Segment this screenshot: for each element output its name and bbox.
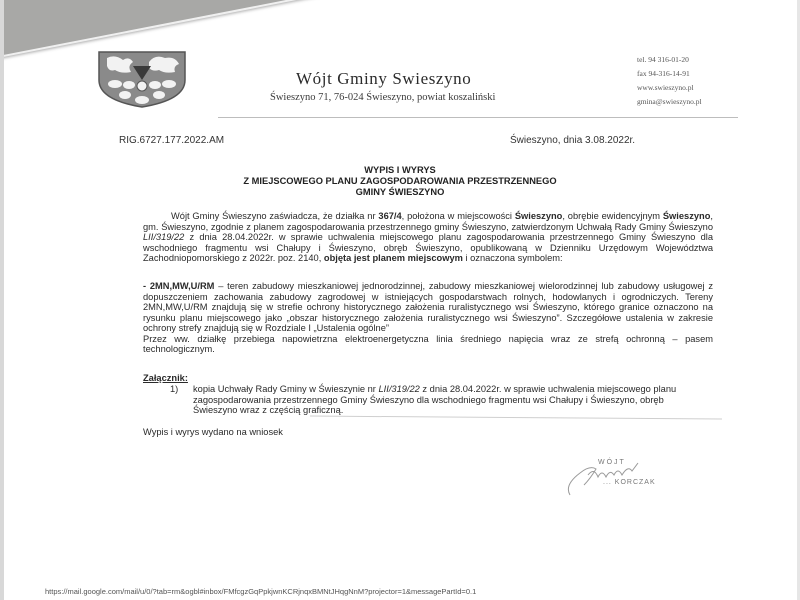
certification-paragraph: Wójt Gminy Świeszyno zaświadcza, że działka nr 367/4, położona w miejscowości Świeszyno, obrębie ewidencyjnym Świeszyno, gm. Świeszyno, zgodnie z planem zagospodarowania przestrzennego gminy Świeszyno, zatwierdzonym Uchwałą Rady Gminy Świeszyno LII/319/22 z dnia 28.04.2022r. w sprawie uchwalenia miejscowego planu zagospodarowania przestrzennego Gminy Świeszyno dla wschodniego fragmentu wsi Chałupy i Świeszyno, obręb Świeszyno, opublikowaną w Dzienniku Urzędowym Województwa Zachodniopomorskiego z 2022r. poz. 2140, objęta jest planem miejscowym i oznaczona symbolem: xyxy=(143,211,713,263)
contact-email: gmina@swieszyno.pl xyxy=(637,97,702,106)
plot-number: 367/4 xyxy=(378,211,402,221)
header-divider xyxy=(218,117,738,118)
plan-coverage-statement: objęta jest planem miejscowym xyxy=(323,253,463,263)
resolution-number: LII/319/22 xyxy=(143,232,185,242)
fold-line xyxy=(310,416,722,420)
title-line-1: WYPIS I WYRYS xyxy=(364,165,436,175)
signature-block xyxy=(560,455,690,500)
signatory-name: ... KORCZAK xyxy=(603,479,656,486)
letterhead-title: Wójt Gminy Swieszyno xyxy=(296,69,472,88)
letterhead-address: Świeszyno 71, 76-024 Świeszyno, powiat koszaliński xyxy=(270,92,496,103)
zoning-description: - 2MN,MW,U/RM – teren zabudowy mieszkaniowej jednorodzinnej, zabudowy mieszkaniowej wielorodzinnej lub zabudowy usługowej z dopuszczeniem zachowania zabudowy zagrodowej w istniejących gospodarstwach rolnych, hodowlanych i ogrodniczych. Tereny 2MN,MW,U/RM znajdują się w strefie ochrony historycznego założenia ruralistycznego wsi Świeszyno, którego granice oznaczono na rysunku planu miejscowego jako „obszar historycznego założenia ruralistycznego wsi Świeszyno”. Szczegółowe ustalenia w zakresie ochrony strefy znajdują się w Rozdziale I „Ustalenia ogólne” Przez ww. działkę przebiega napowietrzna elektroenergetyczna linia średniego napięcia wraz ze strefą ochronną – pasem technologicznym. xyxy=(143,281,713,354)
contact-phone: tel. 94 316-01-20 xyxy=(637,55,689,64)
contact-website: www.swieszyno.pl xyxy=(637,83,694,92)
print-url: https://mail.google.com/mail/u/0/?tab=rm&ogbl#inbox/FMfcgzGqPpkjwnKCRjnqxBMNtJHqgNnM?projector=1&messagePartId=0.1 xyxy=(45,587,477,596)
title-line-2: Z MIEJSCOWEGO PLANU ZAGOSPODAROWANIA PRZESTRZENNEGO xyxy=(243,176,557,186)
reference-number: RIG.6727.177.2022.AM xyxy=(119,135,225,146)
coat-of-arms-icon xyxy=(97,50,187,108)
attachment-item: 1) kopia Uchwały Rady Gminy w Świeszynie nr LII/319/22 z dnia 28.04.2022r. w sprawie uchwalenia miejscowego planu zagospodarowania przestrzennego Gminy Świeszyno dla wschodniego fragmentu wsi Chałupy i Świeszyno, obręb Świeszyno wraz z częścią graficzną. xyxy=(170,384,677,415)
title-line-3: GMINY ŚWIESZYNO xyxy=(355,187,445,197)
contact-block xyxy=(637,53,737,109)
zoning-symbol: - 2MN,MW,U/RM xyxy=(143,281,215,291)
precinct: Świeszyno xyxy=(662,211,711,221)
locality: Świeszyno xyxy=(514,211,563,221)
contact-fax: fax 94-316-14-91 xyxy=(637,69,690,78)
scan-left-edge xyxy=(0,0,4,600)
document-title xyxy=(100,165,700,198)
attachment-label: Załącznik: xyxy=(143,373,188,383)
signatory-title: WÓJT xyxy=(598,459,626,466)
issued-note: Wypis i wyrys wydano na wniosek xyxy=(143,427,283,437)
place-date: Świeszyno, dnia 3.08.2022r. xyxy=(510,135,636,146)
power-line-note: Przez ww. działkę przebiega napowietrzna elektroenergetyczna linia średniego napięcia wraz ze strefą ochronną – pasem technologicznym. xyxy=(143,333,713,354)
